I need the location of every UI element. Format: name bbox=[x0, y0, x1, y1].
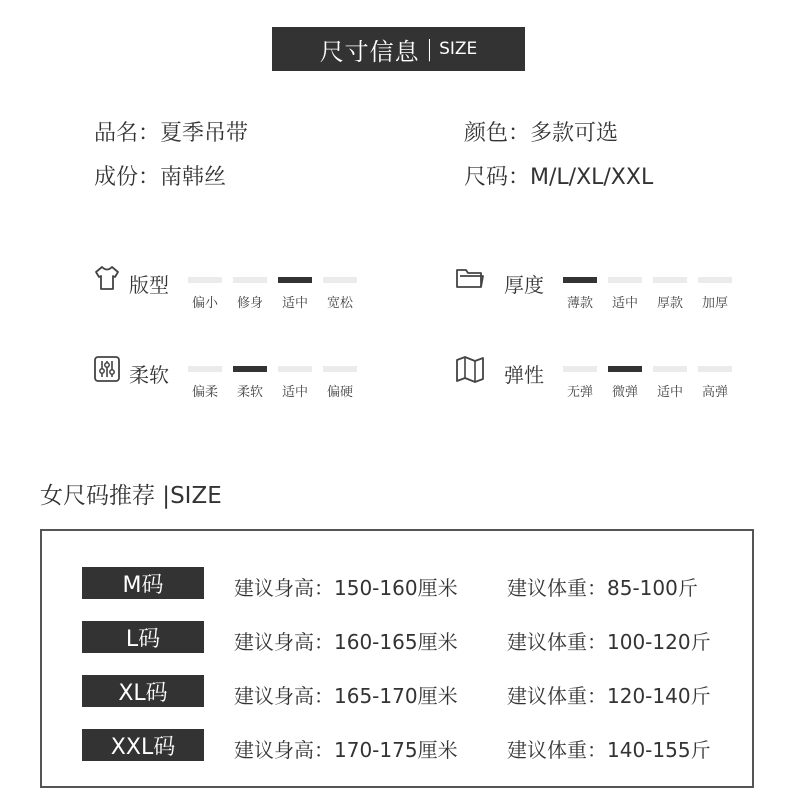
scale-bar-selected bbox=[563, 277, 597, 283]
scale-option-label: 适中 bbox=[281, 296, 308, 311]
scale-bar bbox=[188, 277, 222, 283]
header-subtitle: SIZE bbox=[439, 39, 478, 59]
folder-icon bbox=[455, 263, 485, 293]
scale-option-label: 加厚 bbox=[701, 296, 728, 311]
scale-option bbox=[323, 277, 357, 311]
attr-label-thickness: 厚度 bbox=[504, 273, 544, 297]
scale-option-label: 偏硬 bbox=[326, 385, 353, 400]
info-color: 颜色：多款可选 bbox=[464, 121, 619, 146]
scale-bar-selected bbox=[608, 366, 642, 372]
scale-option-label: 偏柔 bbox=[191, 385, 218, 400]
scale-option bbox=[233, 277, 267, 311]
scale-option bbox=[698, 366, 732, 400]
size-tag-xxl: XXL码 bbox=[82, 729, 204, 761]
recommend-title bbox=[40, 477, 222, 510]
height-l: 建议身高：160-165厘米 bbox=[234, 630, 458, 654]
scale-bar bbox=[323, 277, 357, 283]
header-divider: | bbox=[425, 36, 434, 62]
info-sizes: 尺码：M/L/XL/XXL bbox=[464, 165, 654, 190]
weight-xl: 建议体重：120-140斤 bbox=[507, 684, 711, 708]
scale-option-label: 偏小 bbox=[191, 296, 218, 311]
weight-xxl: 建议体重：140-155斤 bbox=[507, 738, 711, 762]
scale-option-label: 厚款 bbox=[656, 296, 683, 311]
scale-option-label: 无弹 bbox=[566, 385, 593, 400]
scale-option bbox=[188, 277, 222, 311]
scale-option-label: 微弹 bbox=[611, 385, 638, 400]
scale-bar bbox=[608, 277, 642, 283]
scale-bar bbox=[188, 366, 222, 372]
recommend-title-text: 女尺码推荐 bbox=[40, 483, 155, 509]
scale-option-label: 适中 bbox=[281, 385, 308, 400]
scale-bar bbox=[698, 277, 732, 283]
scale-bar-selected bbox=[233, 366, 267, 372]
scale-option bbox=[233, 366, 267, 400]
scale-option bbox=[653, 277, 687, 311]
scale-bar-selected bbox=[278, 277, 312, 283]
weight-m: 建议体重：85-100斤 bbox=[507, 576, 698, 600]
attr-label-fit: 版型 bbox=[129, 273, 169, 297]
scale-bar bbox=[653, 277, 687, 283]
info-material: 成份：南韩丝 bbox=[94, 165, 227, 190]
scale-bar bbox=[653, 366, 687, 372]
scale-option bbox=[698, 277, 732, 311]
scale-bar bbox=[563, 366, 597, 372]
scale-option bbox=[608, 366, 642, 400]
scale-option bbox=[563, 277, 597, 311]
scale-option-label: 修身 bbox=[236, 296, 263, 311]
scale-bar bbox=[233, 277, 267, 283]
shirt-icon bbox=[92, 263, 122, 293]
scale-option bbox=[323, 366, 357, 400]
scale-option bbox=[188, 366, 222, 400]
scale-option-label: 高弹 bbox=[701, 385, 728, 400]
scale-option-label: 柔软 bbox=[236, 385, 263, 400]
header-banner bbox=[272, 27, 525, 71]
scale-option bbox=[278, 277, 312, 311]
height-m: 建议身高：150-160厘米 bbox=[234, 576, 458, 600]
sliders-icon bbox=[92, 354, 122, 384]
scale-option-label: 薄款 bbox=[566, 296, 593, 311]
scale-option bbox=[563, 366, 597, 400]
attr-label-softness: 柔软 bbox=[129, 363, 169, 387]
scale-option-label: 适中 bbox=[611, 296, 638, 311]
size-tag-xl: XL码 bbox=[82, 675, 204, 707]
size-tag-m: M码 bbox=[82, 567, 204, 599]
scale-option bbox=[608, 277, 642, 311]
attr-label-elasticity: 弹性 bbox=[504, 363, 544, 387]
scale-option bbox=[653, 366, 687, 400]
scale-option bbox=[278, 366, 312, 400]
header-title: 尺寸信息 bbox=[319, 37, 420, 66]
scale-bar bbox=[698, 366, 732, 372]
recommend-divider: | bbox=[155, 483, 171, 509]
height-xl: 建议身高：165-170厘米 bbox=[234, 684, 458, 708]
map-fold-icon bbox=[455, 354, 485, 384]
recommend-subtitle: SIZE bbox=[170, 483, 222, 509]
weight-l: 建议体重：100-120斤 bbox=[507, 630, 711, 654]
height-xxl: 建议身高：170-175厘米 bbox=[234, 738, 458, 762]
info-name: 品名：夏季吊带 bbox=[94, 121, 249, 146]
scale-bar bbox=[323, 366, 357, 372]
scale-option-label: 宽松 bbox=[326, 296, 353, 311]
size-tag-l: L码 bbox=[82, 621, 204, 653]
scale-bar bbox=[278, 366, 312, 372]
scale-option-label: 适中 bbox=[656, 385, 683, 400]
